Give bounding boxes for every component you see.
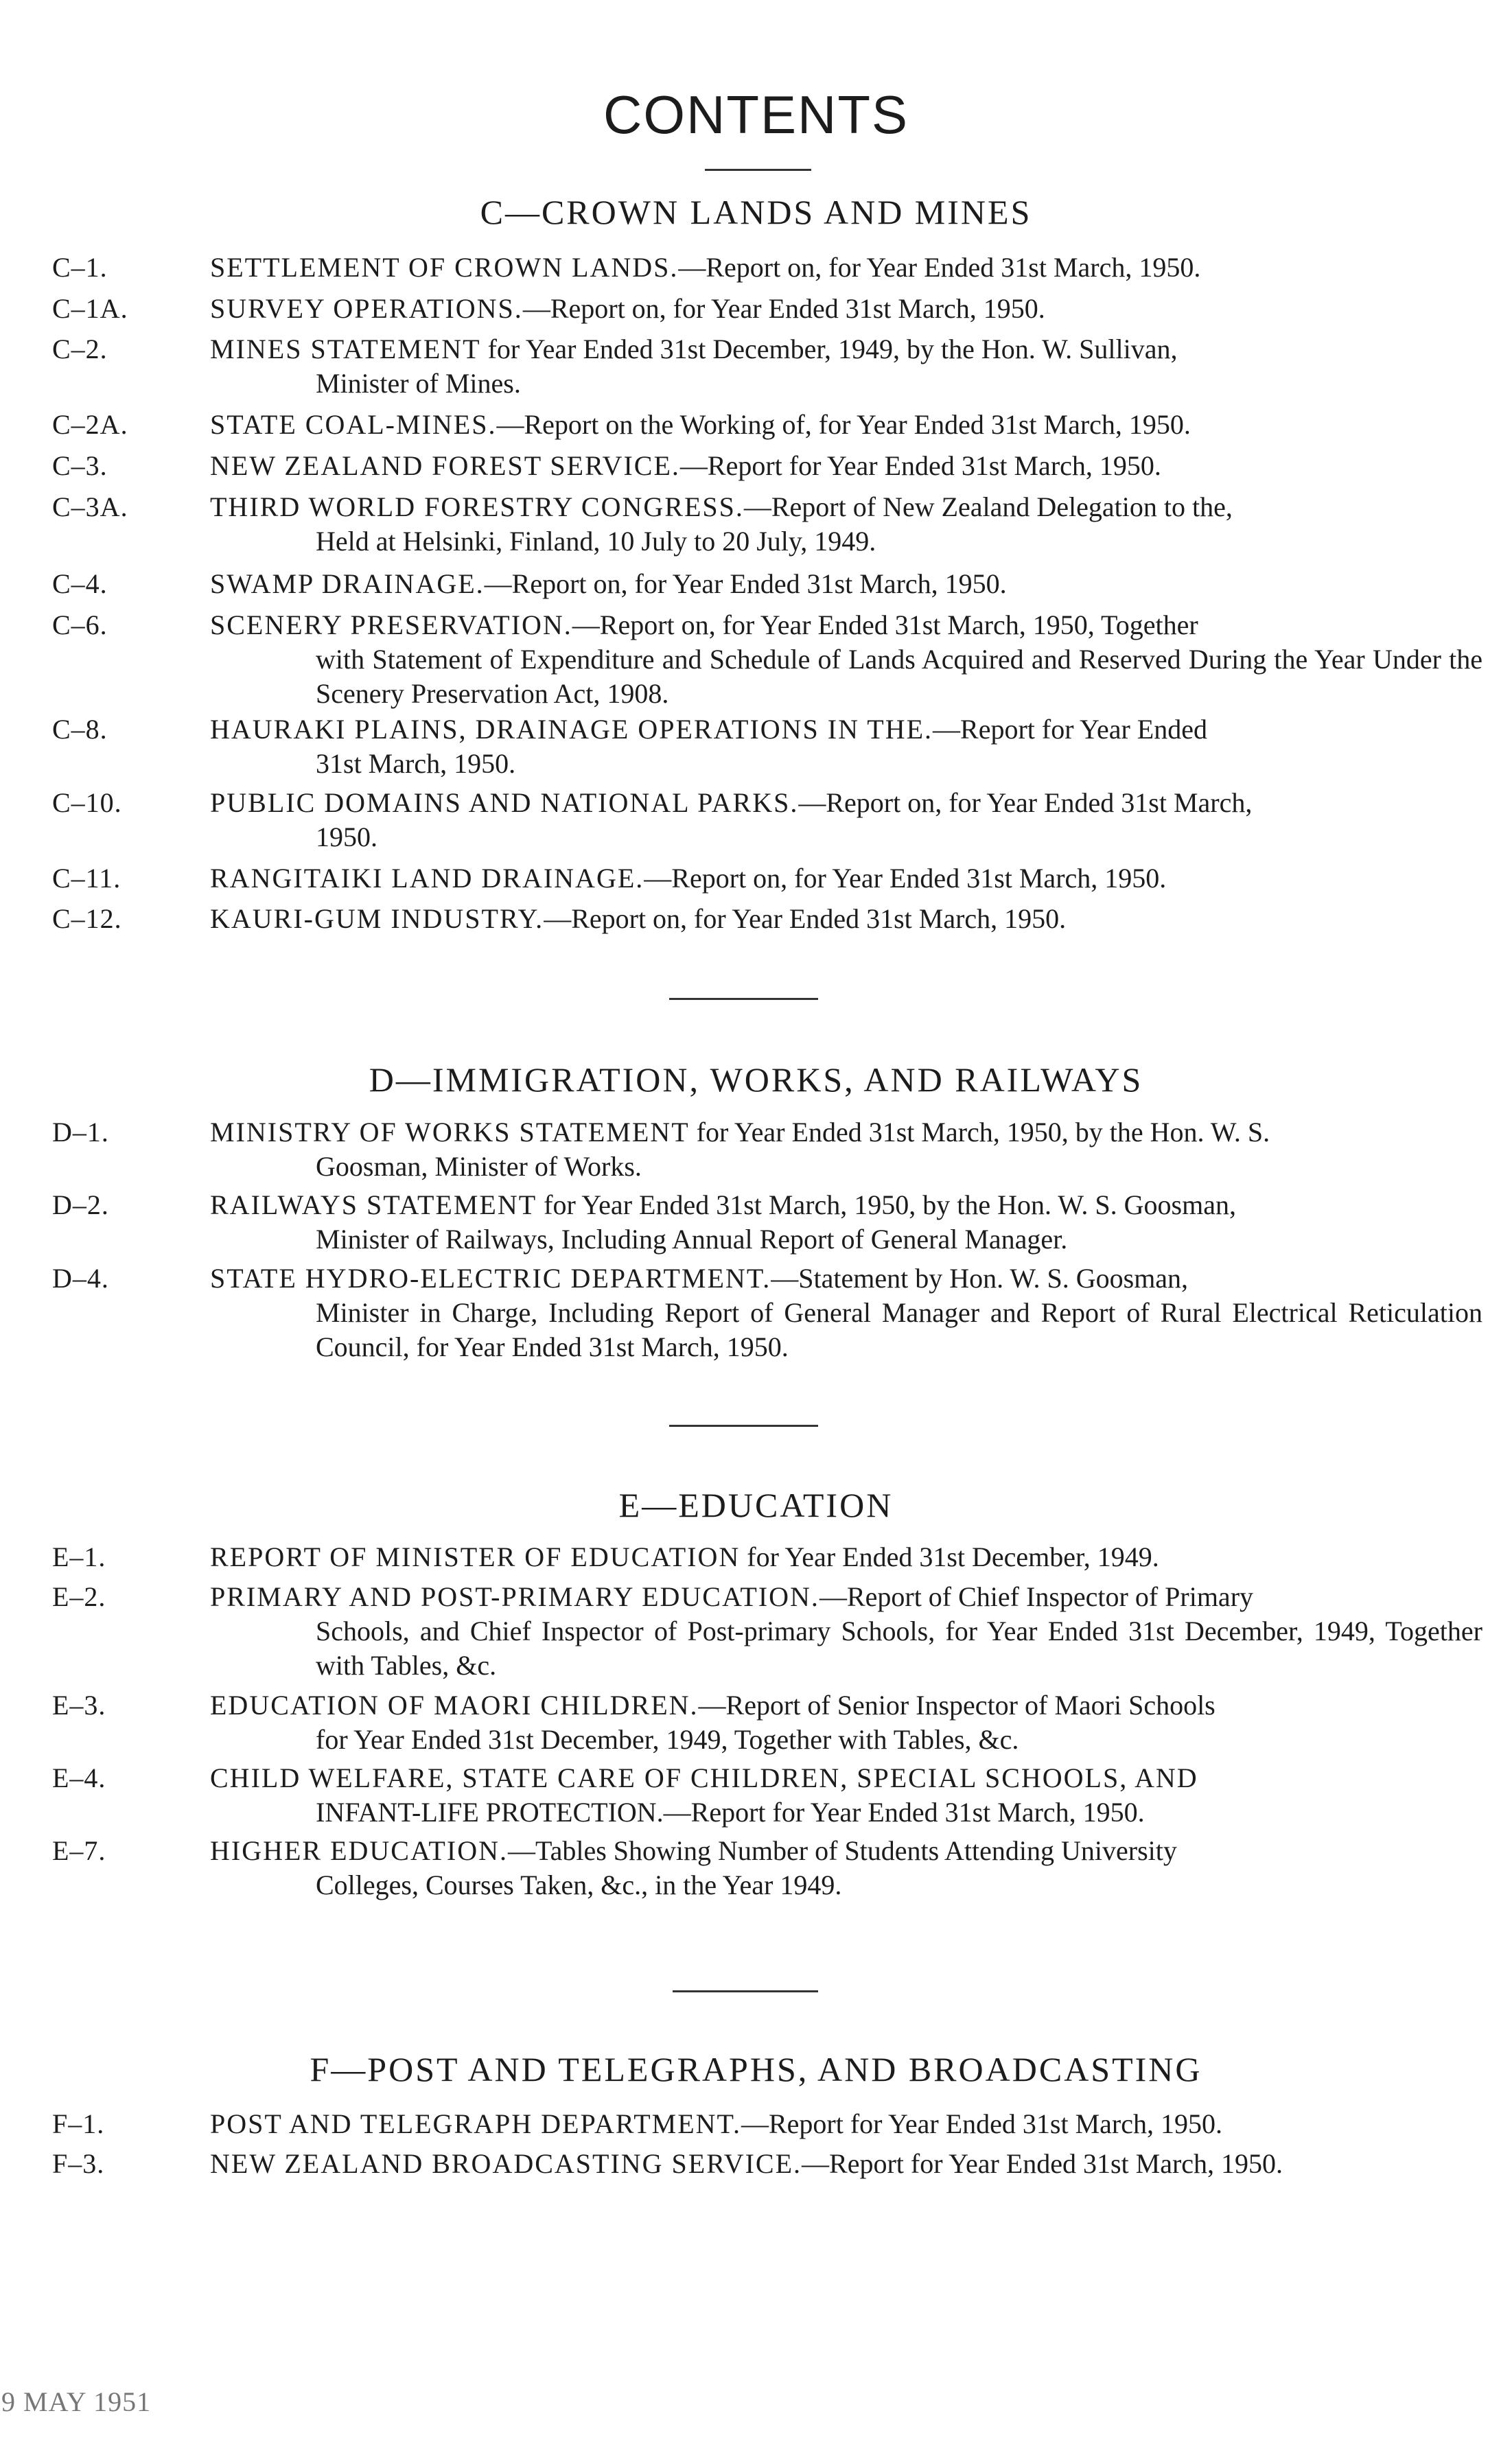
entry-code: C–3A. bbox=[52, 491, 128, 522]
entry-description: —Report for Year Ended bbox=[933, 714, 1207, 745]
entry-description: —Statement by Hon. W. S. Goosman, bbox=[771, 1263, 1189, 1294]
entry-description: —Report on, for Year Ended 31st March, 1950. bbox=[644, 863, 1167, 894]
entry-continuation: for Year Ended 31st December, 1949, Together with Tables, &c. bbox=[316, 1724, 1019, 1755]
entry-continuation: Colleges, Courses Taken, &c., in the Year 1949. bbox=[316, 1870, 842, 1900]
entry-continuation: Minister of Mines. bbox=[316, 368, 521, 399]
entry-continuation: with Statement of Expenditure and Schedule of Lands Acquired and Reserved During the Year Under the Scenery Preservation Act, 1908. bbox=[316, 644, 1482, 709]
entry-lead: REPORT OF MINISTER OF EDUCATION bbox=[210, 1541, 741, 1572]
entry-lead: HAURAKI PLAINS, DRAINAGE OPERATIONS IN THE. bbox=[210, 714, 933, 745]
entry-lead: STATE HYDRO-ELECTRIC DEPARTMENT. bbox=[210, 1263, 771, 1294]
entry-code: C–2A. bbox=[52, 409, 128, 440]
entry-continuation: 31st March, 1950. bbox=[316, 748, 516, 779]
entry-description: for Year Ended 31st March, 1950, by the Hon. W. S. Goosman, bbox=[537, 1189, 1236, 1220]
entry-code: C–1A. bbox=[52, 293, 128, 324]
entry-text bbox=[210, 1580, 1482, 1683]
entry-text bbox=[210, 567, 1482, 601]
section-heading-f: F—POST AND TELEGRAPHS, AND BROADCASTING bbox=[310, 2050, 1202, 2088]
entry-text bbox=[210, 2147, 1482, 2181]
entry-text bbox=[210, 408, 1482, 442]
entry-code: C–10. bbox=[52, 787, 122, 818]
entry-code: C–2. bbox=[52, 334, 108, 364]
entry-lead: KAURI-GUM INDUSTRY. bbox=[210, 903, 544, 934]
entry-continuation: INFANT-LIFE PROTECTION.—Report for Year Ended 31st March, 1950. bbox=[316, 1797, 1145, 1828]
entry-text bbox=[210, 1188, 1482, 1257]
entry-continuation: Held at Helsinki, Finland, 10 July to 20 July, 1949. bbox=[316, 526, 876, 557]
entry-lead: NEW ZEALAND FOREST SERVICE. bbox=[210, 450, 680, 481]
entry-lead: RAILWAYS STATEMENT bbox=[210, 1189, 537, 1220]
entry-lead: NEW ZEALAND BROADCASTING SERVICE. bbox=[210, 2148, 802, 2179]
entry-code: C–8. bbox=[52, 714, 108, 745]
section-heading-d: D—IMMIGRATION, WORKS, AND RAILWAYS bbox=[369, 1060, 1143, 1099]
entry-description: —Report on, for Year Ended 31st March, 1950, Together bbox=[572, 609, 1198, 640]
entry-text bbox=[210, 1761, 1482, 1830]
section-divider bbox=[669, 998, 818, 1000]
entry-lead: MINISTRY OF WORKS STATEMENT bbox=[210, 1117, 690, 1148]
entry-lead: CHILD WELFARE, STATE CARE OF CHILDREN, SPECIAL SCHOOLS, AND bbox=[210, 1762, 1198, 1793]
entry-code: C–4. bbox=[52, 568, 108, 599]
entry-text bbox=[210, 1688, 1482, 1757]
entry-description: —Report of Senior Inspector of Maori Schools bbox=[698, 1690, 1216, 1721]
entry-description: —Report of New Zealand Delegation to the, bbox=[743, 491, 1233, 522]
entry-description: —Report on, for Year Ended 31st March, 1950. bbox=[544, 903, 1067, 934]
entry-lead: SWAMP DRAINAGE. bbox=[210, 568, 485, 599]
entry-continuation: Goosman, Minister of Works. bbox=[316, 1151, 642, 1182]
entry-description: —Report for Year Ended 31st March, 1950. bbox=[741, 2108, 1222, 2139]
entry-text bbox=[210, 332, 1482, 401]
entry-lead: THIRD WORLD FORESTRY CONGRESS. bbox=[210, 491, 744, 522]
entry-code: D–2. bbox=[52, 1189, 109, 1220]
entry-description: —Report on the Working of, for Year Ended 31st March, 1950. bbox=[496, 409, 1191, 440]
entry-description: for Year Ended 31st December, 1949, by the Hon. W. Sullivan, bbox=[480, 334, 1178, 364]
entry-lead: SCENERY PRESERVATION. bbox=[210, 609, 572, 640]
entry-text bbox=[210, 1115, 1482, 1184]
entry-text bbox=[210, 292, 1482, 326]
entry-description: —Report on, for Year Ended 31st March, bbox=[798, 787, 1253, 818]
entry-text bbox=[210, 1834, 1482, 1902]
entry-text bbox=[210, 449, 1482, 483]
entry-code: C–1. bbox=[52, 252, 108, 283]
entry-lead: STATE COAL-MINES. bbox=[210, 409, 497, 440]
entry-code: C–6. bbox=[52, 609, 108, 640]
entry-text bbox=[210, 712, 1482, 781]
section-heading-c: C—CROWN LANDS AND MINES bbox=[480, 193, 1032, 231]
entry-continuation: 1950. bbox=[316, 822, 377, 852]
entry-lead: SETTLEMENT OF CROWN LANDS. bbox=[210, 252, 679, 283]
section-divider bbox=[669, 1425, 818, 1427]
entry-lead: HIGHER EDUCATION. bbox=[210, 1835, 508, 1866]
entry-lead: MINES STATEMENT bbox=[210, 334, 481, 364]
entry-continuation: Schools, and Chief Inspector of Post-primary Schools, for Year Ended 31st December, 1949, Together with Tables, &c. bbox=[316, 1616, 1482, 1681]
entry-continuation: Minister of Railways, Including Annual Report of General Manager. bbox=[316, 1224, 1068, 1255]
entry-lead: POST AND TELEGRAPH DEPARTMENT. bbox=[210, 2108, 741, 2139]
entry-text bbox=[210, 251, 1482, 285]
entry-code: F–3. bbox=[52, 2148, 105, 2179]
entry-description: for Year Ended 31st December, 1949. bbox=[740, 1541, 1159, 1572]
entry-text bbox=[210, 902, 1482, 936]
entry-description: —Report on, for Year Ended 31st March, 1950. bbox=[678, 252, 1201, 283]
entry-code: E–4. bbox=[52, 1762, 106, 1793]
entry-text bbox=[210, 2107, 1482, 2141]
entry-code: C–12. bbox=[52, 903, 122, 934]
entry-code: E–2. bbox=[52, 1581, 106, 1612]
entry-code: E–1. bbox=[52, 1541, 106, 1572]
entry-description: —Report for Year Ended 31st March, 1950. bbox=[679, 450, 1161, 481]
entry-code: D–1. bbox=[52, 1117, 109, 1148]
entry-lead: PUBLIC DOMAINS AND NATIONAL PARKS. bbox=[210, 787, 799, 818]
entry-code: C–11. bbox=[52, 863, 121, 894]
entry-lead: EDUCATION OF MAORI CHILDREN. bbox=[210, 1690, 699, 1721]
date-stamp: 9 MAY 1951 bbox=[1, 2386, 152, 2417]
entry-description: —Report of Chief Inspector of Primary bbox=[819, 1581, 1254, 1612]
entry-lead: SURVEY OPERATIONS. bbox=[210, 293, 523, 324]
entry-text bbox=[210, 861, 1482, 896]
page-title: CONTENTS bbox=[603, 84, 909, 145]
entry-code: E–7. bbox=[52, 1835, 106, 1866]
entry-description: —Tables Showing Number of Students Attending University bbox=[507, 1835, 1177, 1866]
entry-text bbox=[210, 1261, 1482, 1364]
entry-lead: RANGITAIKI LAND DRAINAGE. bbox=[210, 863, 644, 894]
entry-text bbox=[210, 1540, 1482, 1574]
title-divider bbox=[705, 169, 811, 171]
entry-code: C–3. bbox=[52, 450, 108, 481]
entry-description: —Report for Year Ended 31st March, 1950. bbox=[802, 2148, 1283, 2179]
entry-description: for Year Ended 31st March, 1950, by the Hon. W. S. bbox=[689, 1117, 1270, 1148]
entry-code: D–4. bbox=[52, 1263, 109, 1294]
entry-description: —Report on, for Year Ended 31st March, 1950. bbox=[522, 293, 1045, 324]
entry-text bbox=[210, 608, 1482, 711]
entry-text bbox=[210, 490, 1482, 559]
section-heading-e: E—EDUCATION bbox=[618, 1486, 894, 1524]
entry-lead: PRIMARY AND POST-PRIMARY EDUCATION. bbox=[210, 1581, 819, 1612]
entry-code: E–3. bbox=[52, 1690, 106, 1721]
section-divider bbox=[673, 1990, 818, 1992]
entry-text bbox=[210, 786, 1482, 854]
entry-code: F–1. bbox=[52, 2108, 105, 2139]
entry-description: —Report on, for Year Ended 31st March, 1950. bbox=[484, 568, 1007, 599]
entry-continuation: Minister in Charge, Including Report of General Manager and Report of Rural Electrical Reticulation Council, for Year Ended 31st March, 1950. bbox=[316, 1297, 1482, 1362]
